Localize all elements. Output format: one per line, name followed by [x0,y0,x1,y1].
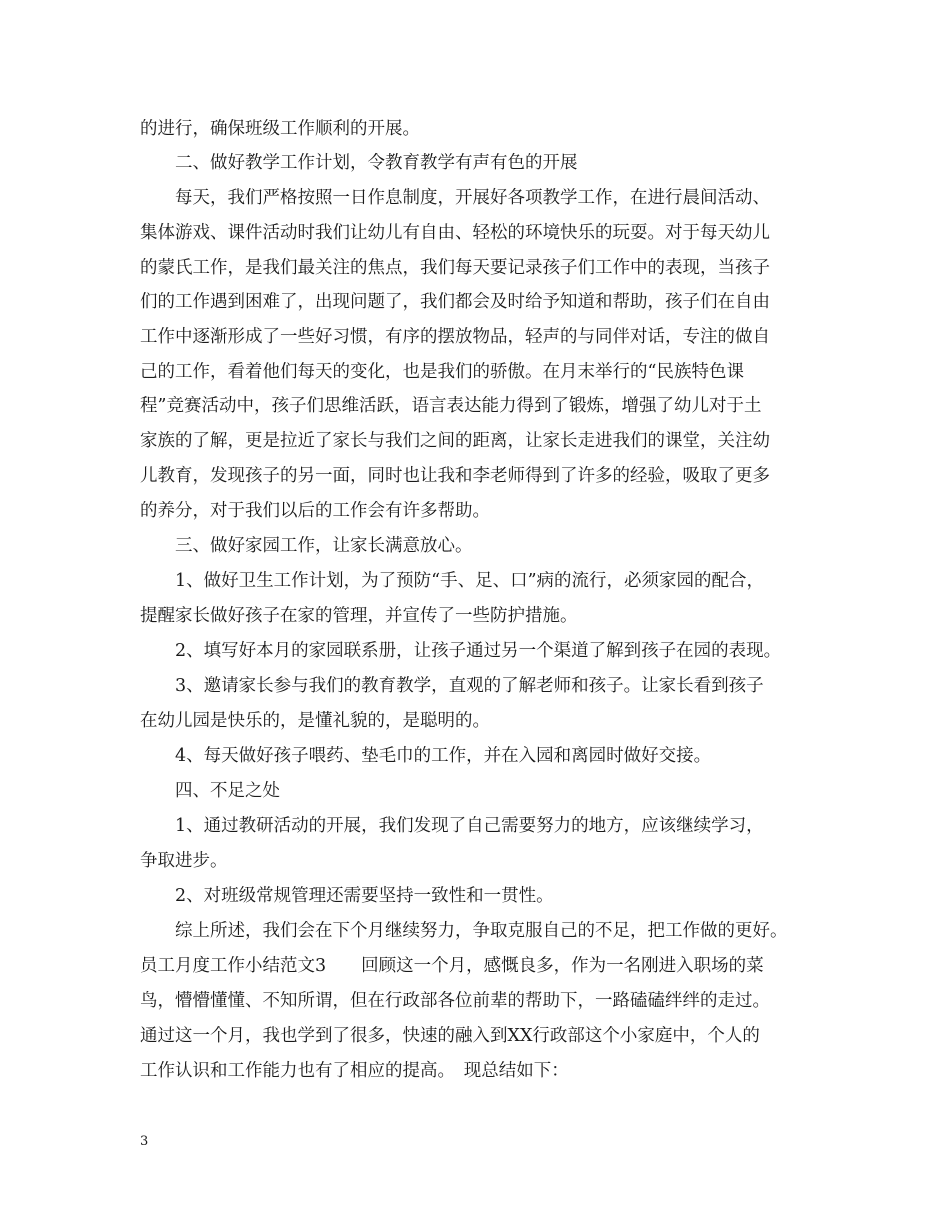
paragraph-line: 的养分，对于我们以后的工作会有许多帮助。 [140,501,490,521]
paragraph-line: 4、每天做好孩子喂药、垫毛巾的工作，并在入园和离园时做好交接。 [175,746,712,766]
paragraph-line: 集体游戏、课件活动时我们让幼儿有自由、轻松的环境快乐的玩耍。对于每天幼儿 [140,223,770,243]
paragraph-line: 程”竞赛活动中，孩子们思维活跃，语言表达能力得到了锻炼，增强了幼儿对于土 [140,396,762,416]
paragraph-line: 通过这一个月，我也学到了很多，快速的融入到XX行政部这个小家庭中，个人的 [140,1026,760,1046]
paragraph-line: 的进行，确保班级工作顺利的开展。 [140,119,420,139]
section-heading: 四、不足之处 [175,781,280,801]
paragraph-line: 2、填写好本月的家园联系册，让孩子通过另一个渠道了解到孩子在园的表现。 [175,641,782,661]
paragraph-line: 争取进步。 [140,851,228,871]
paragraph-line: 1、做好卫生工作计划，为了预防“手、足、口”病的流行，必须家园的配合， [175,571,765,591]
paragraph-line: 2、对班级常规管理还需要坚持一致性和一贯性。 [175,886,554,906]
section-heading: 二、做好教学工作计划，令教育教学有声有色的开展 [175,153,578,173]
paragraph-line: 工作认识和工作能力也有了相应的提高。 现总结如下： [140,1061,569,1081]
paragraph-line: 提醒家长做好孩子在家的管理，并宣传了一些防护措施。 [140,606,578,626]
section-heading: 三、做好家园工作，让家长满意放心。 [175,536,473,556]
paragraph-line: 们的工作遇到困难了，出现问题了，我们都会及时给予知道和帮助，孩子们在自由 [140,292,770,312]
paragraph-line: 的蒙氏工作，是我们最关注的焦点，我们每天要记录孩子们工作中的表现，当孩子 [140,258,770,278]
paragraph-line: 员工月度工作小结范文3 回顾这一个月，感慨良多，作为一名刚进入职场的菜 [140,956,764,976]
paragraph-line: 在幼儿园是快乐的，是懂礼貌的，是聪明的。 [140,711,490,731]
paragraph-line: 鸟，懵懵懂懂、不知所谓，但在行政部各位前辈的帮助下，一路磕磕绊绊的走过。 [140,991,770,1011]
paragraph-line: 1、通过教研活动的开展，我们发现了自己需要努力的地方，应该继续学习， [175,816,764,836]
paragraph-line: 己的工作，看着他们每天的变化，也是我们的骄傲。在月末举行的“民族特色课 [140,362,744,382]
paragraph-line: 每天，我们严格按照一日作息制度，开展好各项教学工作，在进行晨间活动、 [175,188,770,208]
paragraph-line: 工作中逐渐形成了一些好习惯，有序的摆放物品，轻声的与同伴对话，专注的做自 [140,327,770,347]
paragraph-line: 3、邀请家长参与我们的教育教学，直观的了解老师和孩子。让家长看到孩子 [175,676,764,696]
page-number: 3 [140,1134,149,1149]
paragraph-line: 综上所述，我们会在下个月继续努力，争取克服自己的不足，把工作做的更好。 [175,921,788,941]
paragraph-line: 家族的了解，更是拉近了家长与我们之间的距离，让家长走进我们的课堂，关注幼 [140,431,770,451]
paragraph-line: 儿教育，发现孩子的另一面，同时也让我和李老师得到了许多的经验，吸取了更多 [140,466,770,486]
